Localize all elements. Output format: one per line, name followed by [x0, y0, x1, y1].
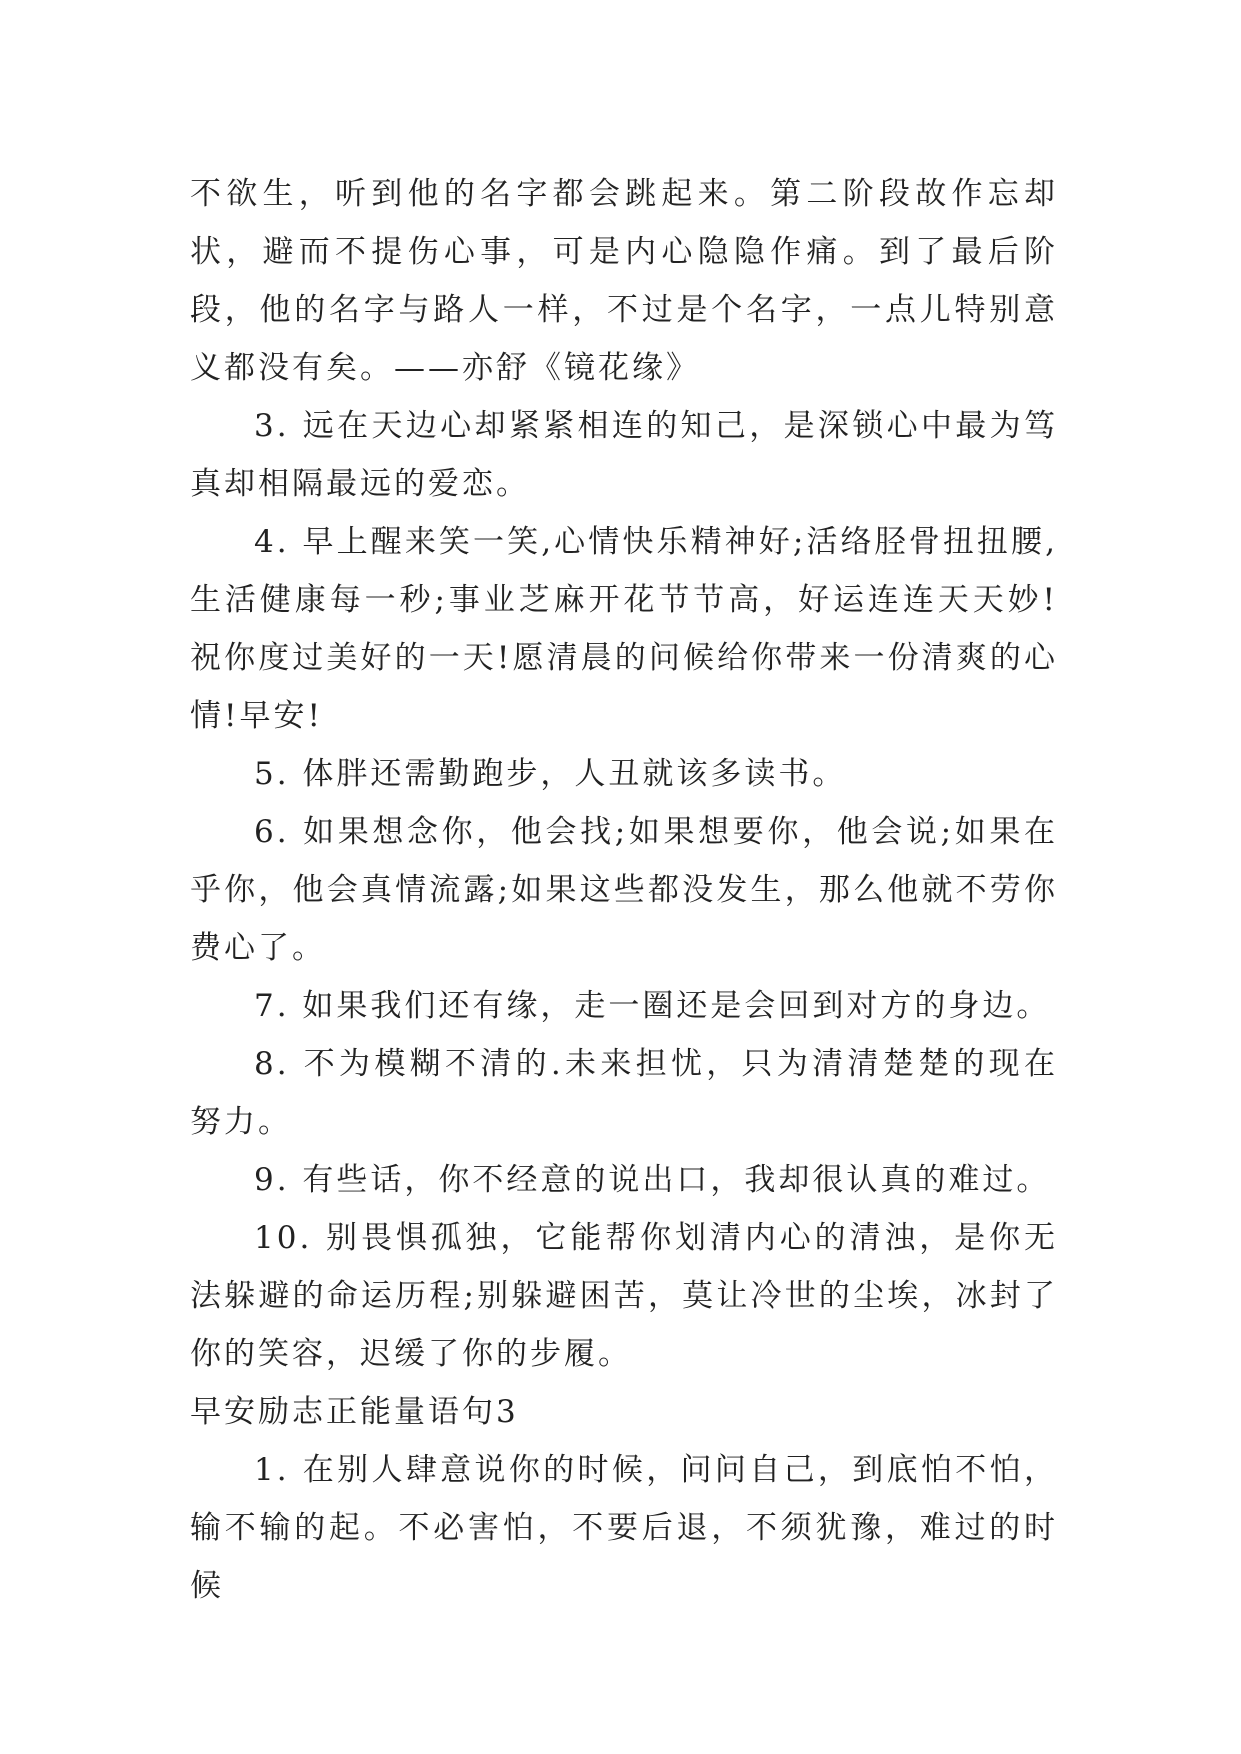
list-item-10: 10. 别畏惧孤独，它能帮你划清内心的清浊，是你无法躲避的命运历程;别躲避困苦，莫让冷世的尘埃，冰封了你的笑容，迟缓了你的步履。: [190, 1220, 1058, 1372]
list-item-8: 8. 不为模糊不清的.未来担忧，只为清清楚楚的现在努力。: [190, 1046, 1058, 1140]
section-heading: 早安励志正能量语句3: [190, 1394, 519, 1430]
list-item-1: 1. 在别人肆意说你的时候，问问自己，到底怕不怕，输不输的起。不必害怕，不要后退，不须犹豫，难过的时候: [190, 1452, 1058, 1604]
list-item-9: 9. 有些话，你不经意的说出口，我却很认真的难过。: [254, 1162, 1051, 1198]
list-item-5: 5. 体胖还需勤跑步，人丑就该多读书。: [254, 756, 847, 792]
paragraph-continuation: 不欲生，听到他的名字都会跳起来。第二阶段故作忘却状，避而不提伤心事，可是内心隐隐作痛。到了最后阶段，他的名字与路人一样，不过是个名字，一点儿特别意义都没有矣。——亦舒《镜花缘》: [190, 176, 1058, 386]
list-item-4: 4. 早上醒来笑一笑,心情快乐精神好;活络胫骨扭扭腰,生活健康每一秒;事业芝麻开花节节高，好运连连天天妙!祝你度过美好的一天!愿清晨的问候给你带来一份清爽的心情!早安!: [190, 524, 1058, 734]
list-item-6: 6. 如果想念你，他会找;如果想要你，他会说;如果在乎你，他会真情流露;如果这些都没发生，那么他就不劳你费心了。: [190, 814, 1058, 966]
list-item-3: 3. 远在天边心却紧紧相连的知己，是深锁心中最为笃真却相隔最远的爱恋。: [190, 408, 1058, 502]
list-item-7: 7. 如果我们还有缘，走一圈还是会回到对方的身边。: [254, 988, 1051, 1024]
document-body: [190, 165, 1058, 1615]
